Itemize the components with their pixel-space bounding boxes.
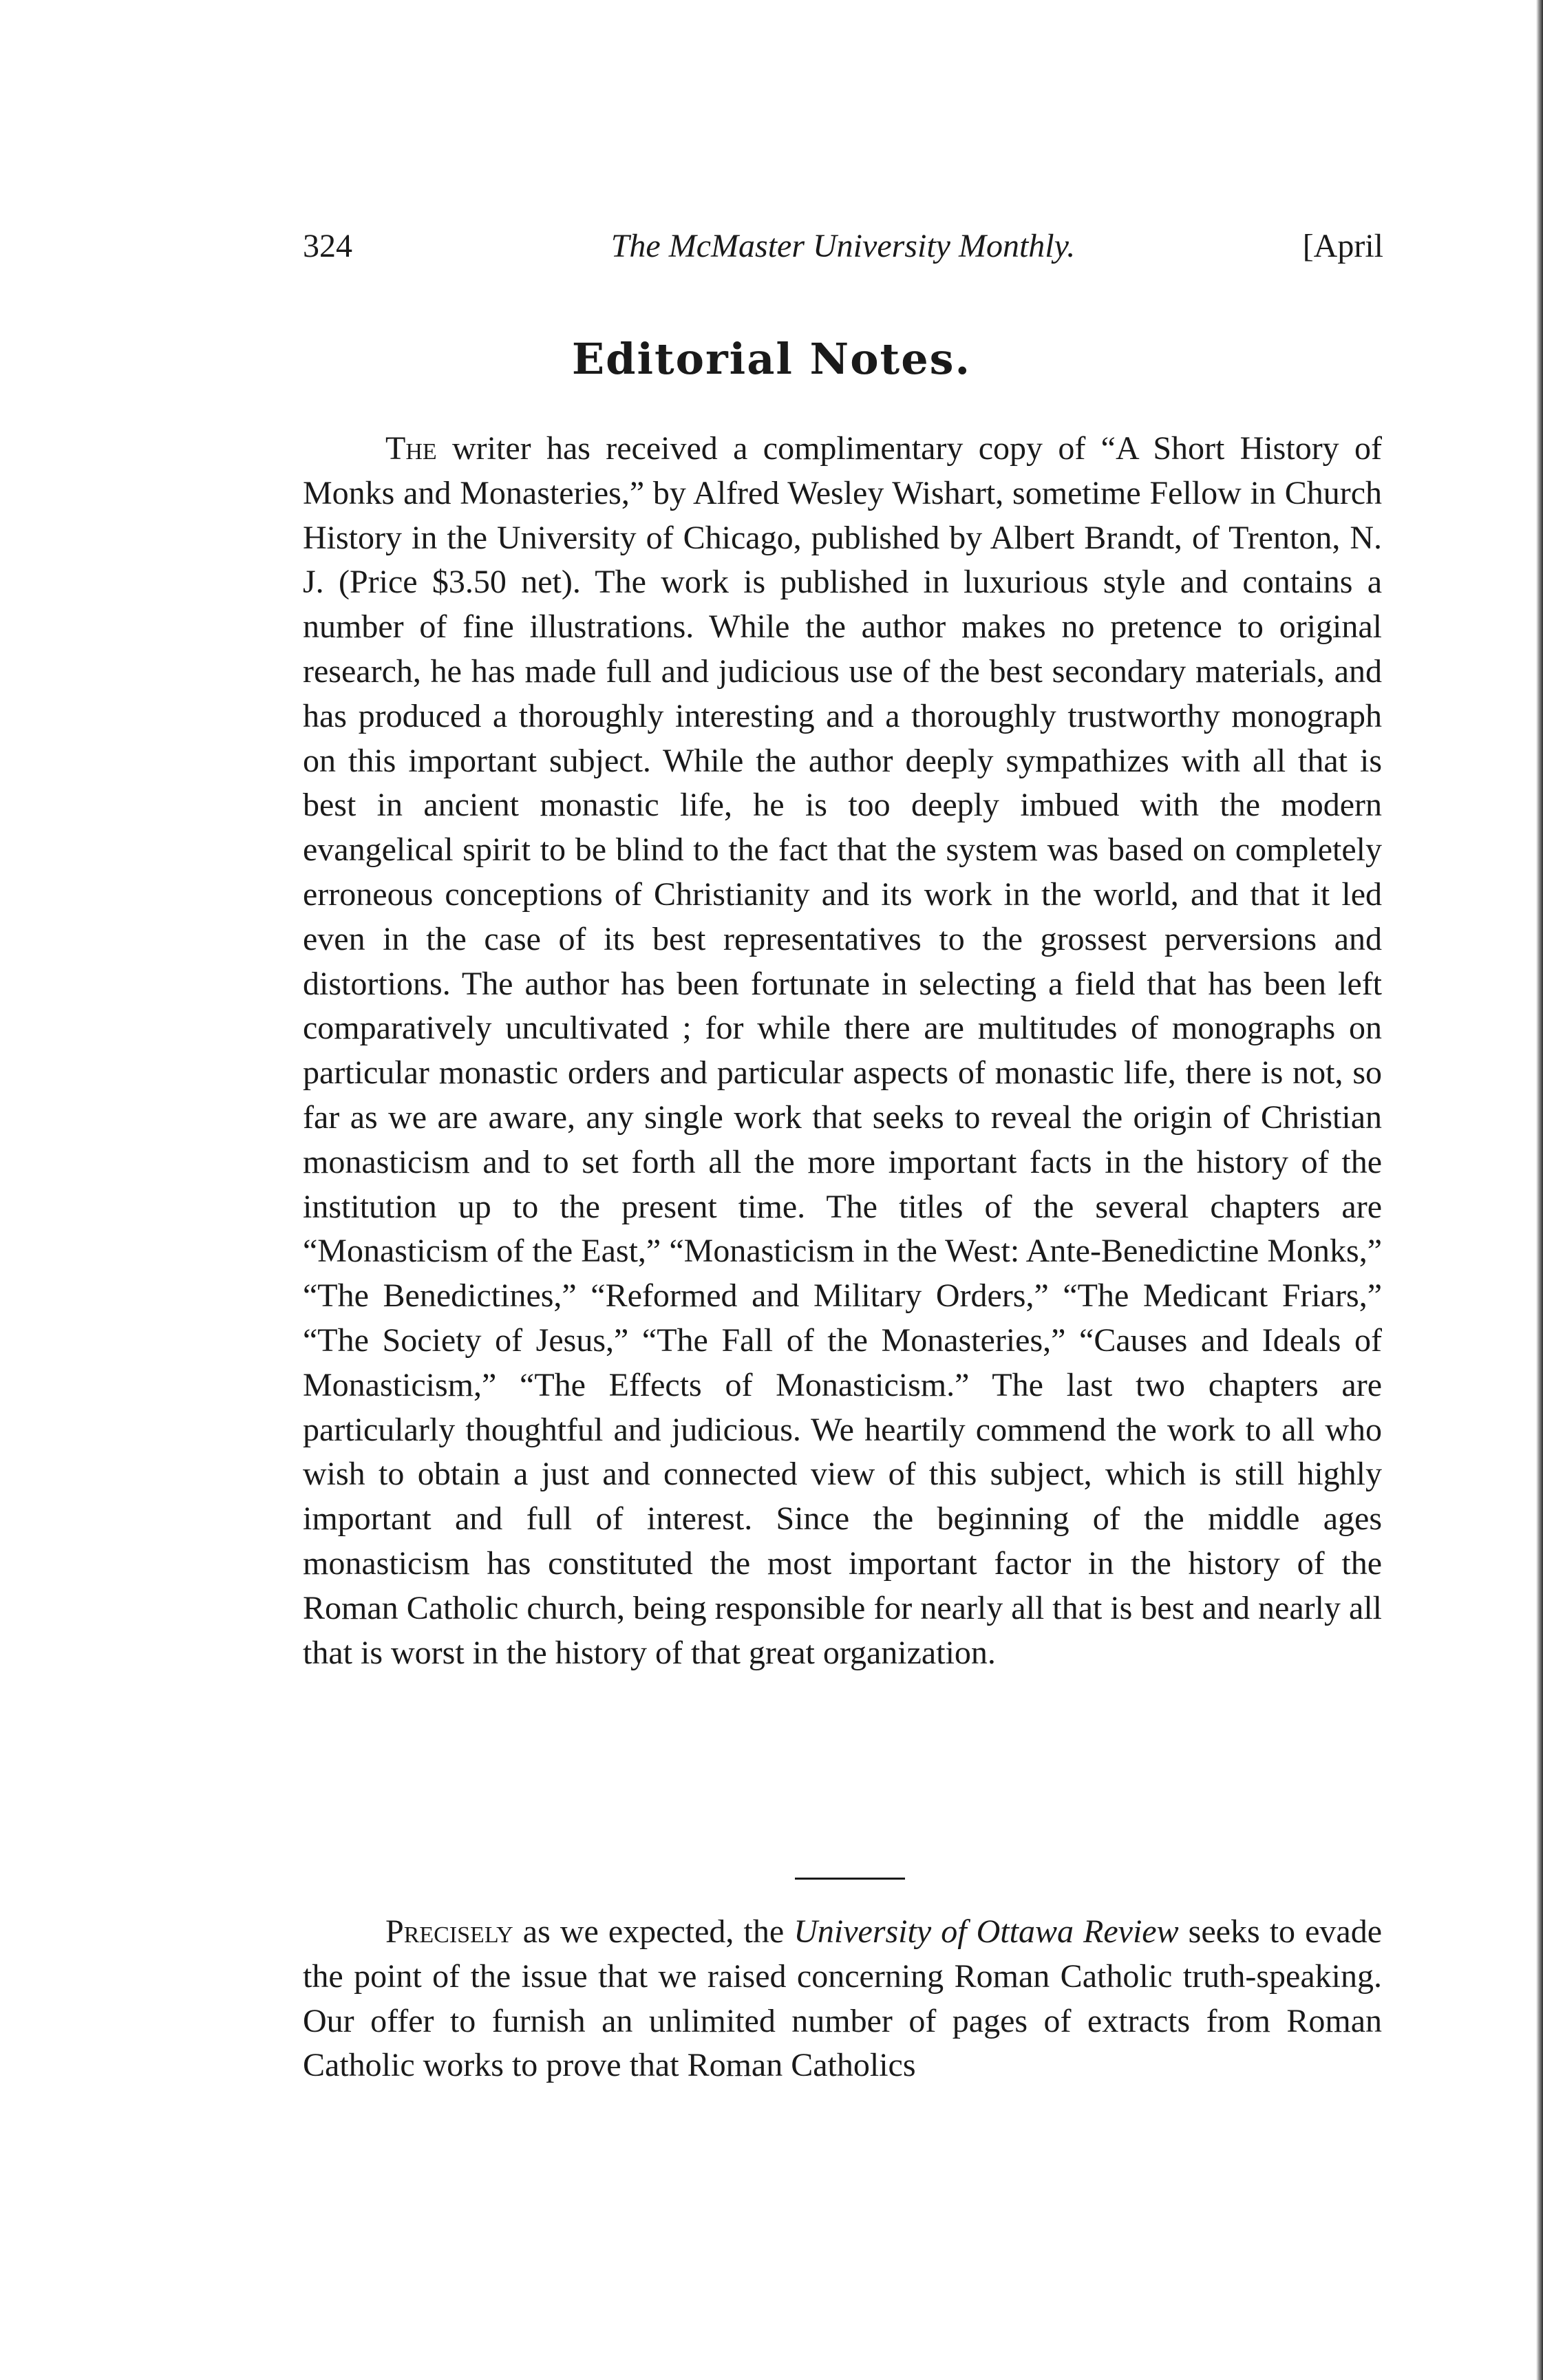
paragraph-1-body: writer has received a complimentary copy of “A Short History of Monks and Monasteries,” by Alfred Wesley Wishart, sometime Fellow in Church History in the University of Chicago, published by Albert Brandt, of Trenton, N. J. (Price $3.50 net). The work is published in luxurious style and contains a number of fine illustrations. While the author makes no pretence to original research, he has made full and judicious use of the best secondary materials, and has produced a thoroughly interesting and a thoroughly trustworthy monograph on this important subject. While the author deeply sympathizes with all that is best in ancient monastic life, he is too deeply imbued with the modern evangelical spirit to be blind to the fact that the system was based on completely erroneous conceptions of Christianity and its work in the world, and that it led even in the case of its best representatives to the grossest perversions and distortions. The author has been fortunate in selecting a field that has been left comparatively uncultivated ; for while there are multitudes of monographs on particular monastic orders and particular aspects of monastic life, there is not, so far as we are aware, any single work that seeks to reveal the origin of Christian monasticism and to set forth all the more important facts in the history of the institution up to the present time. The titles of the several chapters are “Monasticism of the East,” “Monasticism in the West: Ante-Benedictine Monks,” “The Benedictines,” “Reformed and Military Orders,” “The Medicant Friars,” “The Society of Jesus,” “The Fall of the Monasteries,” “Causes and Ideals of Monasticism,” “The Effects of Monasticism.” The last two chapters are particularly thoughtful and judicious. We heartily commend the work to all who wish to obtain a just and connected view of this subject, which is still highly important and full of interest. Since the beginning of the middle ages monasticism has constituted the most important factor in the history of the Roman Catholic church, being responsible for nearly all that is best and nearly all that is worst in the history of that great organization. bbox=[303, 430, 1382, 1671]
section-heading: Editorial Notes. bbox=[571, 334, 972, 384]
review-title: University of Ottawa Review bbox=[794, 1913, 1179, 1950]
editorial-paragraph-2 bbox=[303, 1910, 1382, 2088]
page-edge-shadow bbox=[1536, 0, 1543, 2380]
paragraph-2-text bbox=[303, 1910, 1382, 2088]
paragraph-2-body-start: as we expected, the bbox=[513, 1913, 794, 1950]
section-divider bbox=[795, 1878, 905, 1880]
editorial-paragraph-1 bbox=[303, 427, 1382, 1675]
paragraph-2-body-end: seeks to evade the point of the issue that we raised concerning Roman Catholic truth-speaking. Our offer to furnish an unlimited number of pages of extracts from Roman Catholic works to prove that Roman Catholics bbox=[303, 1913, 1383, 2084]
paragraph-1-lead-in: The bbox=[385, 430, 437, 467]
paragraph-1-text bbox=[303, 427, 1382, 1675]
page-number: 324 bbox=[303, 228, 352, 264]
issue-month: [April bbox=[1302, 228, 1383, 264]
paragraph-2-lead-in: Precisely bbox=[385, 1913, 513, 1950]
running-head bbox=[303, 227, 1383, 275]
journal-title: The McMaster University Monthly. bbox=[610, 228, 1076, 264]
